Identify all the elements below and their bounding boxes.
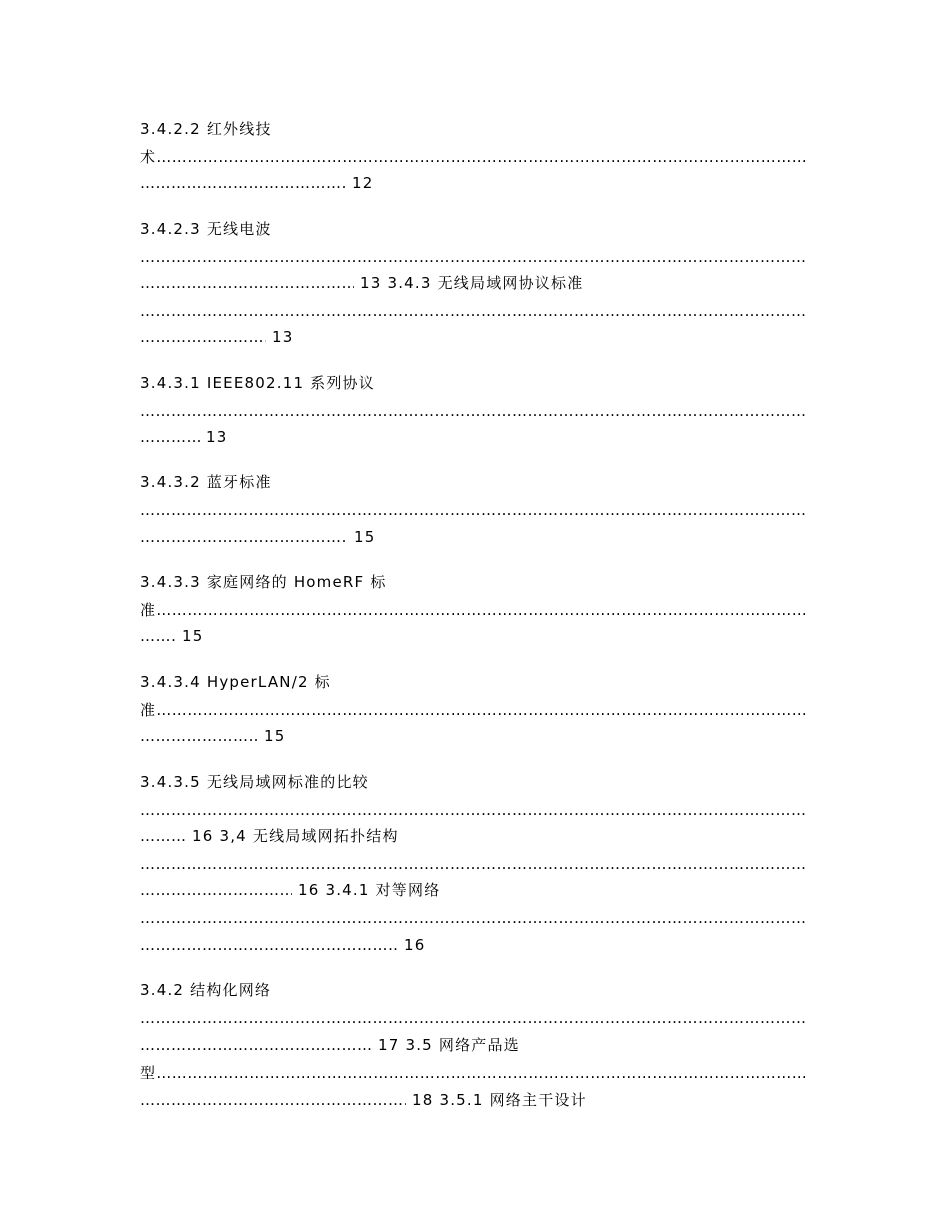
dot-leader xyxy=(140,1007,808,1029)
toc-entry-leader xyxy=(140,853,808,875)
dot-leader xyxy=(140,300,808,322)
toc-entry-page-and-next: 16 3,4 无线局域网拓扑结构 xyxy=(192,827,399,845)
toc-entry-title: 3.4.2.3 无线电波 xyxy=(140,220,272,238)
toc-entry-page-line xyxy=(140,934,426,956)
dot-leader xyxy=(140,934,398,956)
toc-entry-wrap-text: 型 xyxy=(140,1064,157,1082)
dot-leader xyxy=(140,1089,406,1111)
toc-entry-leader xyxy=(140,799,808,821)
dot-leader xyxy=(140,426,200,448)
toc-entry-page-and-next: 13 3.4.3 无线局域网协议标准 xyxy=(360,274,584,292)
toc-entry-page-line xyxy=(140,426,228,448)
toc-entry-wrap-text: 准 xyxy=(140,601,157,619)
toc-entry-page-line xyxy=(140,1089,587,1111)
dot-leader xyxy=(140,272,354,294)
dot-leader xyxy=(140,625,176,647)
toc-entry-page-line xyxy=(140,172,374,194)
toc-entry-page-and-next: 18 3.5.1 网络主干设计 xyxy=(412,1091,587,1109)
toc-entry-leader xyxy=(140,599,808,621)
dot-leader xyxy=(140,907,808,929)
dot-leader xyxy=(140,400,808,422)
toc-entry-leader xyxy=(140,1062,808,1084)
toc-entry-title: 3.4.3.3 家庭网络的 HomeRF 标 xyxy=(140,573,387,591)
toc-entry-leader xyxy=(140,146,808,168)
toc-entry-title: 3.4.2.2 红外线技 xyxy=(140,120,272,138)
toc-entry-page-line xyxy=(140,879,440,901)
dot-leader xyxy=(156,1062,808,1084)
toc-entry-page-number: 15 xyxy=(264,727,286,745)
toc-entry-page-number: 15 xyxy=(182,627,204,645)
toc-entry-leader xyxy=(140,699,808,721)
dot-leader xyxy=(156,699,808,721)
dot-leader xyxy=(140,246,808,268)
toc-entry-page-line xyxy=(140,526,376,548)
toc-entry-wrap-text: 术 xyxy=(140,148,157,166)
toc-entry-leader xyxy=(140,907,808,929)
toc-entry-page-number: 16 xyxy=(404,936,426,954)
dot-leader xyxy=(140,499,808,521)
toc-entry-page-number: 13 xyxy=(206,428,228,446)
toc-entry-leader xyxy=(140,1007,808,1029)
dot-leader xyxy=(140,879,292,901)
toc-entry-leader xyxy=(140,499,808,521)
dot-leader xyxy=(140,853,808,875)
dot-leader xyxy=(156,599,808,621)
toc-entry-leader xyxy=(140,246,808,268)
toc-entry-page-line xyxy=(140,825,399,847)
toc-entry-page-line xyxy=(140,625,204,647)
toc-entry-title: 3.4.3.5 无线局域网标准的比较 xyxy=(140,773,369,791)
dot-leader xyxy=(140,825,186,847)
toc-entry-page-number: 15 xyxy=(354,528,376,546)
toc-entry-wrap-text: 准 xyxy=(140,701,157,719)
toc-entry-page-line xyxy=(140,272,583,294)
toc-entry-title: 3.4.3.4 HyperLAN/2 标 xyxy=(140,673,331,691)
toc-entry-page-number: 12 xyxy=(352,174,374,192)
dot-leader xyxy=(140,526,348,548)
toc-entry-leader xyxy=(140,300,808,322)
toc-entry-page-line xyxy=(140,326,294,348)
toc-entry-title: 3.4.3.1 IEEE802.11 系列协议 xyxy=(140,374,375,392)
toc-entry-title: 3.4.3.2 蓝牙标准 xyxy=(140,473,272,491)
dot-leader xyxy=(156,146,808,168)
dot-leader xyxy=(140,172,346,194)
dot-leader xyxy=(140,1034,372,1056)
dot-leader xyxy=(140,799,808,821)
dot-leader xyxy=(140,326,266,348)
toc-entry-page-and-next: 17 3.5 网络产品选 xyxy=(378,1036,520,1054)
toc-entry-page-line xyxy=(140,1034,520,1056)
toc-entry-page-line xyxy=(140,725,286,747)
toc-entry-page-and-next: 16 3.4.1 对等网络 xyxy=(298,881,441,899)
toc-entry-title: 3.4.2 结构化网络 xyxy=(140,981,272,999)
toc-entry-leader xyxy=(140,400,808,422)
toc-entry-page-number: 13 xyxy=(272,328,294,346)
dot-leader xyxy=(140,725,258,747)
